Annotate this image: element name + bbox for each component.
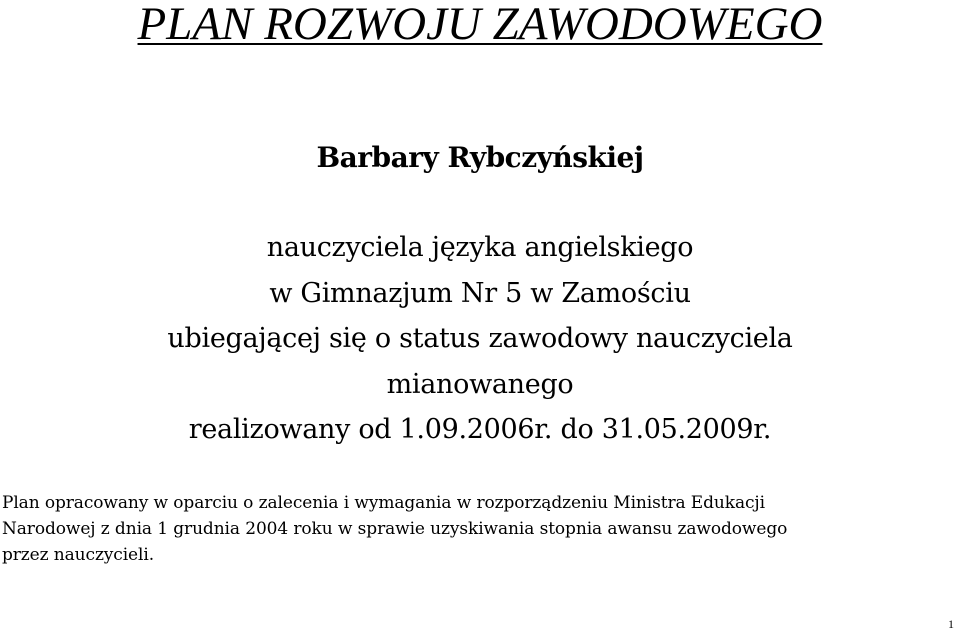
role-description (0, 225, 960, 453)
document-title-text: PLAN ROZWOJU ZAWODOWEGO (137, 0, 823, 50)
plan-note-line: Plan opracowany w oparciu o zalecenia i wymagania w rozporządzeniu Ministra Edukacji (2, 493, 765, 513)
plan-note (2, 490, 947, 568)
role-line-period: realizowany od 1.09.2006r. do 31.05.2009r. (188, 414, 772, 445)
role-line-status: ubiegającej się o status zawodowy nauczyciela (167, 323, 793, 354)
role-line-level: mianowanego (386, 368, 574, 400)
page-number: 1 (948, 617, 954, 631)
plan-note-line: Narodowej z dnia 1 grudnia 2004 roku w sprawie uzyskiwania stopnia awansu zawodowego (2, 519, 788, 539)
document-title (0, 0, 960, 52)
plan-note-line: przez nauczycieli. (2, 545, 154, 565)
teacher-name: Barbary Rybczyńskiej (316, 141, 644, 174)
role-line-school: w Gimnazjum Nr 5 w Zamościu (269, 277, 691, 309)
role-line-subject: nauczyciela języka angielskiego (266, 232, 694, 263)
